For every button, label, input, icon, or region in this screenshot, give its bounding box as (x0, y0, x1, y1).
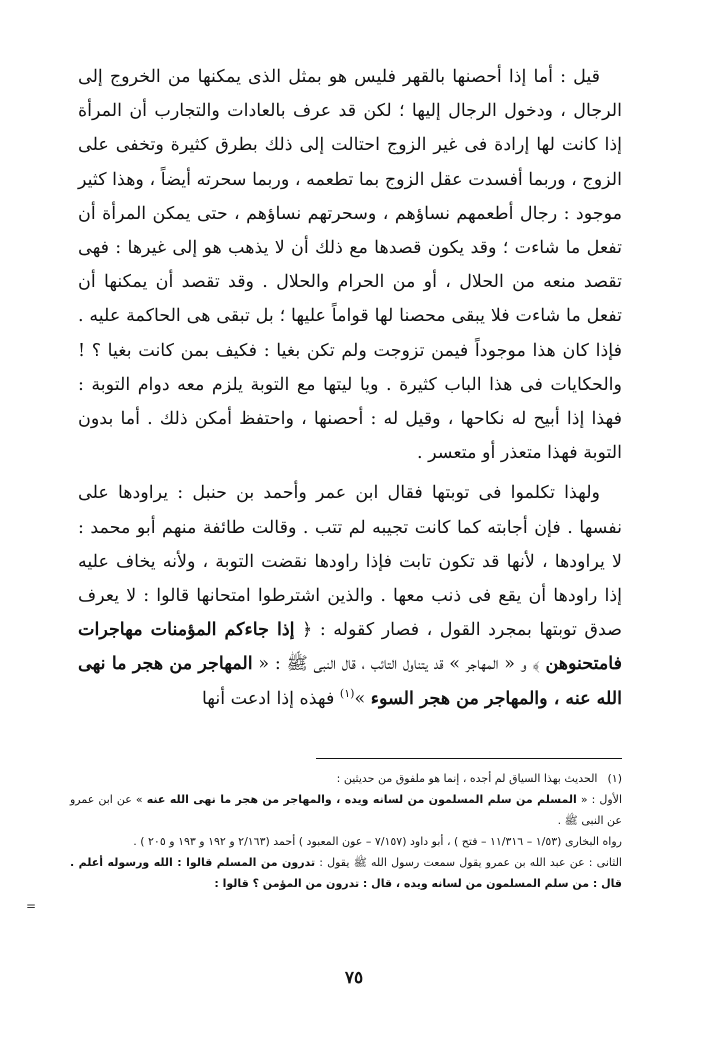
footnote-reference: (١) (339, 686, 355, 700)
footnote-hadith: تدرون من المسلم قالوا : الله ورسوله أعلم . قال : من سلم المسلمون من لسانه ويده ، قال : تدرون من المؤمن ؟ قالوا : (70, 856, 622, 890)
footnotes (70, 768, 622, 894)
paragraph: قيل : أما إذا أحصنها بالقهر فليس هو بمثل الذى يمكنها من الخروج إلى الرجال ، ودخول الرجال إليها ؛ لكن قد عرف بالعادات والتجارب أن المرأة إذا كانت لها إرادة فى غير الزوج احتالت إلى ذلك بطرق كثيرة وتخفى على الزوج ، وربما أفسدت عقل الزوج بما تطعمه ، وربما سحرته أيضاً ، وهذا كثير موجود : رجال أطعمهم نساؤهم ، وسحرتهم نساؤهم ، حتى يمكن المرأة أن تفعل ما شاءت ؛ وقد يكون قصدها مع ذلك أن لا يذهب هو إلى غيرها : فهى تقصد منعه من الحلال ، أو من الحرام والحلال . وقد تقصد أن يمكنها أن تفعل ما شاءت فلا يبقى محصنا لها قواماً عليها ؛ بل تبقى هى الحاكمة عليه . فإذا كان هذا موجوداً فيمن تزوجت ولم تكن بغيا : فكيف بمن كانت بغيا ؟ ! والحكايات فى هذا الباب كثيرة . ويا ليتها مع التوبة يلزم معه دوام التوبة : فهذا إذا أبيح له نكاحها ، وقيل له : أحصنها ، واحتفظ أمكن ذلك . أما بدون التوبة فهذا متعذر أو متعسر . (78, 67, 622, 464)
text-run: » (354, 688, 366, 709)
footnote-text: » عن ابن عمرو عن النبى ﷺ . (70, 793, 622, 827)
footnote-hadith: المسلم من سلم المسلمون من لسانه ويده ، والمهاجر من هجر ما نهى الله عنه (146, 793, 577, 806)
footnote-text: الثانى : عن عبد الله بن عمرو يقول سمعت رسول الله ﷺ يقول : (319, 856, 622, 869)
page-number: ٧٥ (344, 968, 364, 988)
text-run: ﴾ و « المهاجر » قد يتناول التائب ، قال النبى ﷺ : « (258, 654, 540, 675)
text-run: فهذه إذا ادعت أنها (201, 688, 335, 709)
footnote-text: الأول : « (580, 793, 623, 806)
footnote-text: الحديث بهذا السياق لم أجده ، إنما هو ملفوق من حديثين : (336, 772, 598, 785)
main-text (78, 60, 622, 716)
paragraph (78, 476, 622, 715)
footnote-line (70, 768, 622, 789)
quran-verse: إذا جاءكم المؤمنات مهاجرات فامتحنوهن (78, 620, 622, 675)
footnote-line (70, 852, 622, 894)
text-run: ولهذا تكلموا فى توبتها فقال ابن عمر وأحمد بن حنبل : يراودها على نفسها . فإن أجابته كما كانت تجيبه لم تتب . وقالت طائفة منهم أبو محمد : لا يراودها ، لأنها قد تكون تابت فإذا راودها نقضت التوبة ، ولأنه يخاف عليه إذا راودها أن يقع فى ذنب معها . والذين اشترطوا امتحانها قالوا : لا يعرف صدق توبتها بمجرد القول ، فصار كقوله : ﴿ (78, 483, 623, 641)
footnote-divider (316, 758, 622, 759)
hadith-text: المهاجر من هجر ما نهى الله عنه ، والمهاجر من هجر السوء (78, 654, 622, 709)
footnote-line: رواه البخارى (١/٥٣ – ١١/٣١٦ – فتح ) ، أبو داود (٧/١٥٧ – عون المعبود ) أحمد (٢/١٦٣ و ١٩٢ و ١٩٣ و ٢٠٥ ) . (133, 835, 622, 848)
margin-continuation-mark: = (26, 899, 37, 913)
footnote-line (70, 789, 622, 831)
footnote-number: (١) (607, 772, 622, 785)
